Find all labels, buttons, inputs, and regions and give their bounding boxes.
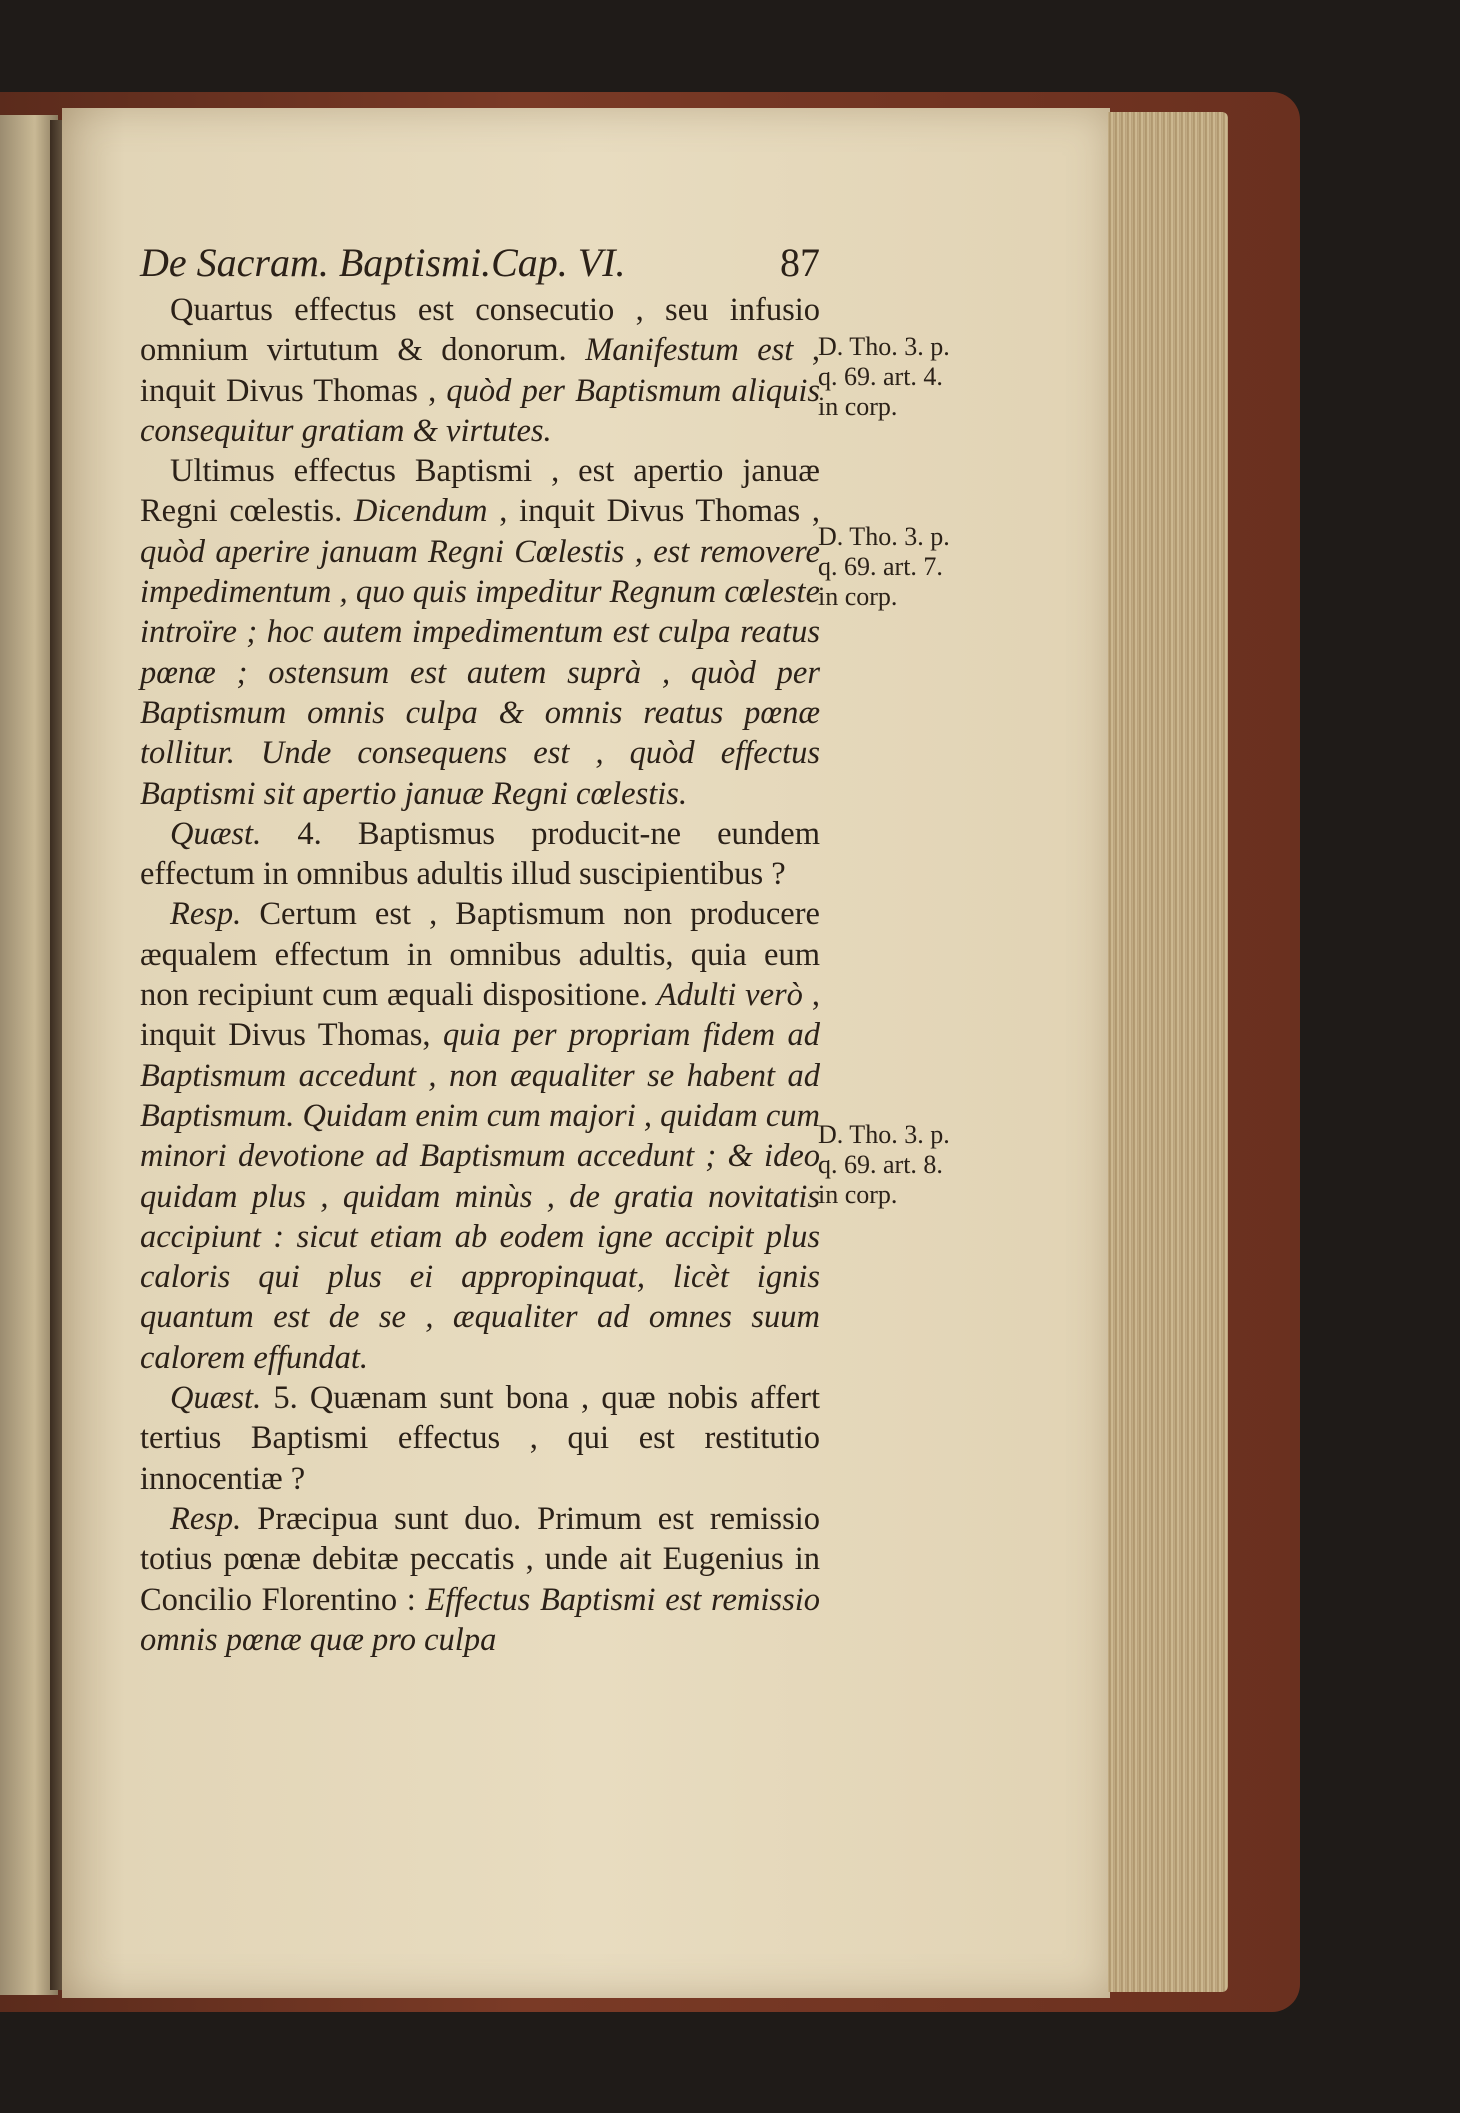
roman-text: Certum est , Baptismum non producere æqualem effectum in omnibus adultis, quia eum non recipiunt cum æquali dispositione. xyxy=(140,896,820,1014)
page-number: 87 xyxy=(780,240,820,285)
margin-note-line: in corp. xyxy=(818,1180,898,1209)
italic-text: Quæst. xyxy=(170,1380,262,1417)
italic-text: Resp. xyxy=(170,896,242,933)
paragraph xyxy=(140,894,820,1378)
margin-note-1 xyxy=(818,332,1018,422)
roman-text: , inquit Divus Thomas, xyxy=(140,977,821,1054)
margin-note-2 xyxy=(818,522,1018,612)
italic-text: Dicendum xyxy=(353,493,488,530)
paragraph xyxy=(140,1499,820,1660)
margin-note-line: q. 69. art. 4. xyxy=(818,362,943,391)
roman-text: Præcipua sunt duo. Primum est remissio totius pœnæ debitæ peccatis , unde ait Eugenius in Concilio Florentino : xyxy=(140,1500,820,1618)
paragraph xyxy=(140,814,820,895)
roman-text: Ultimus effectus Baptismi , est apertio januæ Regni cœlestis. xyxy=(140,453,820,530)
roman-text: 5. Quænam sunt bona , quæ nobis affert tertius Baptismi effectus , qui est restitutio innocentiæ ? xyxy=(140,1380,820,1497)
italic-text: Effectus Baptismi est remissio omnis pœnæ quæ pro culpa xyxy=(140,1581,820,1658)
italic-text: quòd per Baptismum aliquis consequitur gratiam & virtutes. xyxy=(140,372,820,449)
paragraph xyxy=(140,290,820,451)
italic-text: Quæst. xyxy=(170,815,262,852)
roman-text: , inquit Divus Thomas , xyxy=(140,332,820,409)
margin-note-line: in corp. xyxy=(818,392,898,421)
body-paragraphs xyxy=(140,290,820,1660)
running-header xyxy=(140,238,820,290)
margin-note-line: q. 69. art. 8. xyxy=(818,1150,943,1179)
paragraph xyxy=(140,1378,820,1499)
margin-note-3 xyxy=(818,1120,1018,1210)
italic-text: quia per propriam fidem ad Baptismum accedunt , non æqualiter se habent ad Baptismum. Quidam enim cum majori , quidam cum minori devotione ad Baptismum accedunt ; & ideo quidam plus , quidam minùs , de gratia novitatis accipiunt : sicut etiam ab eodem igne accipit plus caloris qui plus ei appropinquat, licèt ignis quantum est de se , æqualiter ad omnes suum calorem effundat. xyxy=(140,1017,820,1376)
roman-text: 4. Baptismus producit-ne eundem effectum in omnibus adultis illud suscipientibus ? xyxy=(140,815,820,893)
italic-text: Resp. xyxy=(170,1500,242,1537)
running-title: De Sacram. Baptismi.Cap. VI. xyxy=(140,240,626,285)
roman-text: , inquit Divus Thomas , xyxy=(487,493,820,530)
italic-text: quòd aperire januam Regni Cœlestis , est removere impedimentum , quo quis impeditur Regnum cœleste introïre ; hoc autem impedimentum est culpa reatus pœnæ ; ostensum est autem suprà , quòd per Baptismum omnis culpa & omnis reatus pœnæ tollitur. Unde consequens est , quòd effectus Baptismi sit apertio januæ Regni cœlestis. xyxy=(140,533,820,812)
margin-note-line: D. Tho. 3. p. xyxy=(818,332,950,361)
margin-note-line: D. Tho. 3. p. xyxy=(818,522,950,551)
roman-text: Quartus effectus est consecutio , seu infusio omnium virtutum & donorum. xyxy=(140,292,820,369)
paragraph xyxy=(140,451,820,814)
margin-note-line: D. Tho. 3. p. xyxy=(818,1120,950,1149)
margin-note-line: in corp. xyxy=(818,582,898,611)
page-edges xyxy=(1108,112,1228,1992)
margin-note-line: q. 69. art. 7. xyxy=(818,552,943,581)
italic-text: Adulti verò xyxy=(656,977,803,1014)
page-text xyxy=(140,238,820,1660)
italic-text: Manifestum est xyxy=(585,332,794,369)
